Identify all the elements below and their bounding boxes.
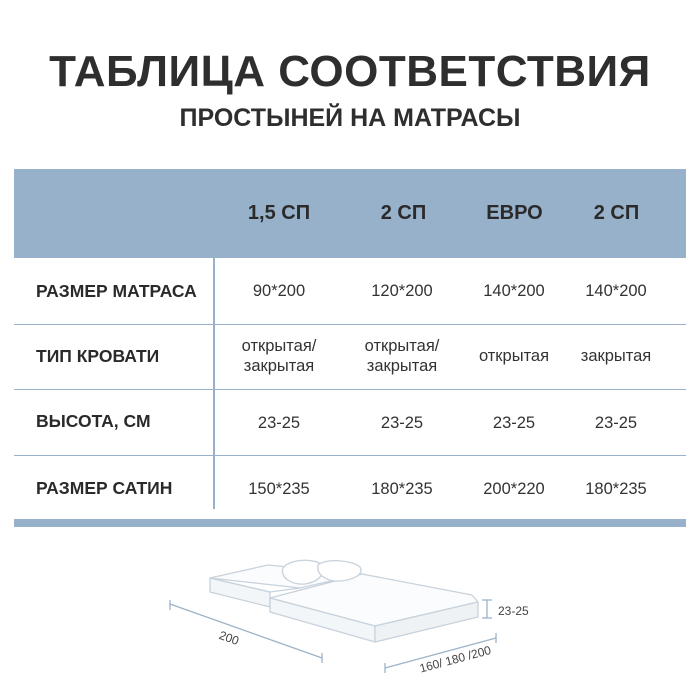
table-cell: открытая: [478, 347, 550, 365]
table-header: [14, 169, 686, 258]
table-cell: 120*200: [371, 282, 433, 300]
table-cell: 23-25: [594, 414, 638, 432]
mattress-diagram: [0, 540, 700, 700]
row-label: РАЗМЕР МАТРАСА: [36, 281, 197, 301]
width-label: 160/ 180 /200: [418, 643, 493, 676]
page-title: ТАБЛИЦА СООТВЕТСТВИЯ: [49, 47, 651, 96]
table-cell: 140*200: [585, 282, 647, 300]
table-cell: 180*235: [371, 480, 433, 498]
size-table: [14, 169, 686, 527]
page-subtitle: ПРОСТЫНЕЙ НА МАТРАСЫ: [179, 104, 521, 132]
table-cell: 90*200: [252, 282, 306, 300]
table-row: [14, 324, 686, 389]
table-row: [14, 455, 686, 519]
pillow: [318, 561, 361, 581]
cell-line: открытая/: [241, 337, 317, 355]
cell-line: закрытая: [243, 357, 315, 375]
table-cell: 140*200: [483, 282, 545, 300]
table-row: [14, 258, 686, 324]
table-bottom-band: [14, 519, 686, 527]
row-label: ТИП КРОВАТИ: [36, 346, 160, 366]
table-cell: 180*235: [585, 480, 647, 498]
column-header: 2 СП: [380, 202, 427, 224]
length-label: 200: [217, 628, 241, 649]
column-header: 1,5 СП: [247, 202, 311, 224]
row-label: РАЗМЕР САТИН: [36, 478, 173, 498]
table-cell: 23-25: [492, 414, 536, 432]
table-cell: закрытая: [580, 347, 652, 365]
cell-line: закрытая: [366, 357, 438, 375]
table-cell: [347, 336, 457, 376]
table-row: [14, 389, 686, 455]
height-label: 23-25: [498, 604, 529, 618]
cell-line: открытая/: [364, 337, 440, 355]
table-cell: 200*220: [483, 480, 545, 498]
table-cell: [224, 336, 334, 376]
column-header: ЕВРО: [486, 202, 543, 224]
column-header: 2 СП: [593, 202, 640, 224]
table-cell: 150*235: [248, 480, 310, 498]
table-cell: 23-25: [380, 414, 424, 432]
table-cell: 23-25: [257, 414, 301, 432]
row-label: ВЫСОТА, СМ: [36, 411, 151, 431]
